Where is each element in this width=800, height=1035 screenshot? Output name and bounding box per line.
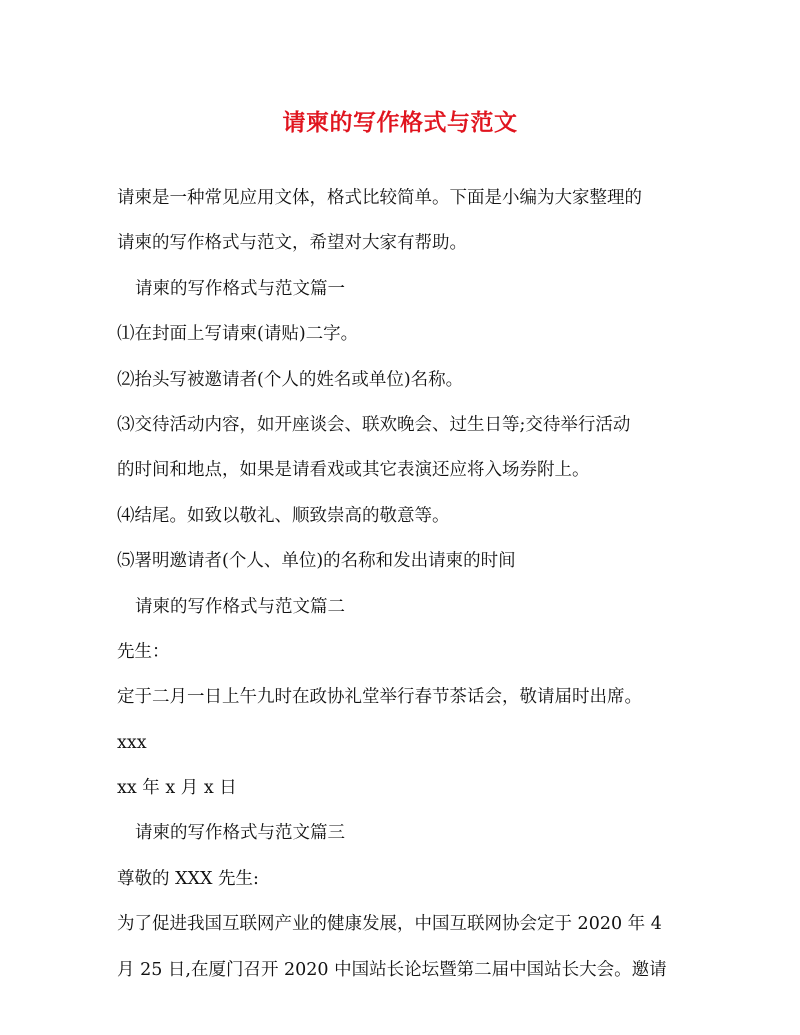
paragraph-line: 为了促进我国互联网产业的健康发展，中国互联网协会定于 2020 年 4 <box>117 914 662 935</box>
document-title: 请柬的写作格式与范文 <box>282 109 518 136</box>
section-heading: 请柬的写作格式与范文篇三 <box>135 823 345 844</box>
list-item-continuation: 的时间和地点，如果是请看戏或其它表演还应将入场券附上。 <box>117 460 590 481</box>
list-item: ⑷结尾。如致以敬礼、顺致崇高的敬意等。 <box>117 505 450 526</box>
list-item: ⑴在封面上写请柬(请贴)二字。 <box>117 324 359 345</box>
signature: xxx <box>117 732 147 753</box>
salutation: 先生： <box>117 641 170 662</box>
list-item: ⑸署明邀请者(个人、单位)的名称和发出请柬的时间 <box>117 551 516 572</box>
date-line: xx 年 x 月 x 日 <box>117 778 237 799</box>
paragraph-line: 请柬的写作格式与范文，希望对大家有帮助。 <box>117 233 467 254</box>
document-body <box>117 176 677 993</box>
paragraph-line: 定于二月一日上午九时在政协礼堂举行春节茶话会，敬请届时出席。 <box>117 687 642 708</box>
list-item: ⑶交待活动内容，如开座谈会、联欢晚会、过生日等;交待举行活动 <box>117 414 631 435</box>
salutation: 尊敬的 XXX 先生: <box>117 868 259 889</box>
section-heading: 请柬的写作格式与范文篇二 <box>135 596 345 617</box>
section-heading: 请柬的写作格式与范文篇一 <box>135 278 345 299</box>
paragraph-line: 月 25 日,在厦门召开 2020 中国站长论坛暨第二届中国站长大会。邀请 <box>117 959 667 980</box>
list-item: ⑵抬头写被邀请者(个人的姓名或单位)名称。 <box>117 369 464 390</box>
paragraph-line: 请柬是一种常见应用文体，格式比较简单。下面是小编为大家整理的 <box>117 188 642 208</box>
